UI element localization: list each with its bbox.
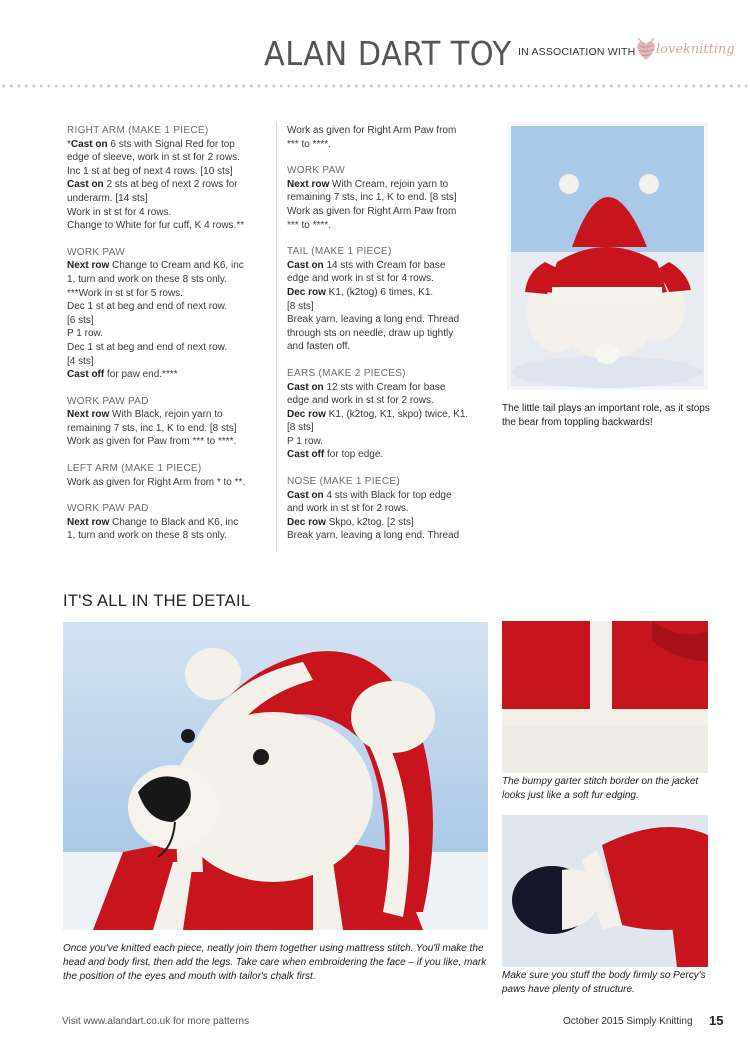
instruction-keyword: Cast on (287, 381, 324, 393)
association-label: IN ASSOCIATION WITH (518, 46, 636, 58)
instruction-line (67, 355, 267, 369)
instruction-keyword: Cast off (287, 449, 325, 461)
instruction-keyword: Next row (67, 260, 110, 272)
pattern-section (287, 124, 483, 151)
instruction-line (287, 394, 483, 408)
section-heading: RIGHT ARM (MAKE 1 PIECE) (67, 125, 209, 136)
pattern-section (287, 164, 483, 232)
instruction-keyword: Dec row (287, 408, 326, 420)
instruction-text: and work in st st for 2 rows. (287, 503, 409, 515)
instruction-text: Work in st st for 4 rows. (67, 206, 172, 218)
instruction-line (67, 516, 267, 530)
instruction-text: Break yarn, leaving a long end. Thread (287, 530, 460, 542)
instruction-text: Inc 1 st at beg of next 4 rows. [10 sts] (67, 165, 233, 177)
instruction-text: P 1 row. (287, 435, 323, 447)
pattern-section (67, 462, 267, 489)
column-divider (276, 122, 277, 552)
instruction-line (287, 435, 483, 449)
instruction-line (67, 165, 267, 179)
instruction-text: 2 sts at beg of next 2 rows for (103, 179, 238, 191)
instruction-text: [8 sts] (287, 422, 314, 434)
instruction-text: *** to ****. (287, 138, 331, 150)
instruction-keyword: Dec row (287, 516, 326, 528)
instruction-text: K1, (k2tog, K1, skpo) twice, K1. (325, 408, 469, 420)
instruction-line (67, 327, 267, 341)
instruction-line (67, 368, 267, 382)
instruction-text: * (67, 138, 71, 150)
instruction-line (67, 476, 267, 490)
bear-face-photo (63, 622, 488, 930)
pattern-section (67, 395, 267, 449)
instruction-text: ***Work in st st for 5 rows. (67, 287, 183, 299)
instruction-text: for top edge. (324, 449, 384, 461)
instruction-text: Change to Cream and K6, inc (109, 260, 244, 272)
pattern-section (67, 502, 267, 543)
instruction-line (287, 529, 483, 543)
instruction-line (287, 448, 483, 462)
instruction-keyword: Dec row (287, 286, 326, 298)
pattern-section (287, 475, 483, 543)
page-title: ALAN DART TOY (264, 34, 512, 73)
instruction-line (287, 502, 483, 516)
instruction-line (67, 314, 267, 328)
instruction-line (67, 178, 267, 192)
instruction-keyword: Next row (287, 178, 330, 190)
yarn-ball-icon (634, 36, 658, 62)
instruction-text: P 1 row. (67, 328, 103, 340)
instruction-line (67, 287, 267, 301)
pattern-section (287, 367, 483, 462)
instruction-text: [6 sts] (67, 314, 94, 326)
instruction-text: *** to ****. (287, 219, 331, 231)
instruction-line (67, 408, 267, 422)
pattern-section (67, 124, 267, 233)
instruction-text: Change to Black and K6, inc (109, 516, 239, 528)
pattern-section (287, 245, 483, 354)
instruction-line (287, 124, 483, 138)
instruction-text: Work as given for Paw from *** to ****. (67, 436, 237, 448)
instruction-line (287, 516, 483, 530)
instruction-line (67, 151, 267, 165)
instruction-line (287, 381, 483, 395)
brand-name: loveknitting (656, 42, 735, 57)
instruction-text: [4 sts] (67, 355, 94, 367)
instruction-keyword: Cast on (287, 489, 324, 501)
instruction-keyword: Next row (67, 516, 110, 528)
instruction-line (287, 313, 483, 327)
dotted-divider (0, 84, 750, 88)
instruction-line (67, 138, 267, 152)
instruction-text: With Black, rejoin yarn to (109, 409, 223, 421)
jacket-detail-photo (502, 621, 708, 773)
instruction-text: edge and work in st st for 2 rows. (287, 395, 434, 407)
instruction-text: Work as given for Right Arm Paw from (287, 125, 457, 136)
instruction-line (67, 341, 267, 355)
pattern-section (67, 246, 267, 382)
instruction-line (287, 327, 483, 341)
brand-logo (634, 36, 734, 66)
instruction-line (287, 191, 483, 205)
footer-website: Visit www.alandart.co.uk for more patterns (62, 1016, 250, 1027)
instruction-text: and fasten off. (287, 341, 351, 353)
section-heading: TAIL (MAKE 1 PIECE) (287, 246, 392, 258)
pattern-column-2 (287, 124, 483, 556)
section-heading: WORK PAW PAD (67, 395, 149, 407)
instruction-text: Skpo, k2tog. [2 sts] (325, 516, 414, 528)
instruction-keyword: Cast on (67, 179, 104, 191)
instruction-text: Work as given for Right Arm from * to **. (67, 476, 246, 488)
instruction-text: Dec 1 st at beg and end of next row. (67, 301, 228, 313)
bear-back-photo (507, 122, 708, 390)
detail-heading: IT'S ALL IN THE DETAIL (63, 592, 251, 610)
instruction-text: 1, turn and work on these 8 sts only. (67, 273, 227, 285)
instruction-line (287, 272, 483, 286)
section-heading: NOSE (MAKE 1 PIECE) (287, 476, 400, 488)
instruction-text: through sts on needle, draw up tightly (287, 327, 454, 339)
section-heading: LEFT ARM (MAKE 1 PIECE) (67, 463, 202, 475)
instruction-line (67, 192, 267, 206)
instruction-line (67, 435, 267, 449)
instruction-text: 4 sts with Black for top edge (323, 489, 452, 501)
paw-detail-photo (502, 815, 708, 967)
paw-photo-caption: Make sure you stuff the body firmly so Percy's paws have plenty of structure. (502, 970, 706, 995)
instruction-text: Break yarn, leaving a long end. Thread (287, 314, 460, 326)
instruction-line (287, 300, 483, 314)
instruction-text: K1, (k2tog) 6 times, K1. (325, 286, 434, 298)
instruction-line (287, 408, 483, 422)
instruction-line (287, 219, 483, 233)
instruction-text: Change to White for fur cuff, K 4 rows.** (67, 220, 245, 232)
instruction-text: Work as given for Right Arm Paw from (287, 205, 457, 217)
footer-issue: October 2015 Simply Knitting (563, 1016, 693, 1027)
instruction-text: 1, turn and work on these 8 sts only. (67, 530, 227, 542)
section-heading: WORK PAW (287, 165, 345, 177)
section-heading: EARS (MAKE 2 PIECES) (287, 367, 406, 379)
instruction-keyword: Cast on (287, 259, 324, 271)
section-heading: WORK PAW (67, 246, 125, 258)
instruction-line (67, 259, 267, 273)
instruction-text: edge and work in st st for 4 rows. (287, 273, 434, 285)
page-number: 15 (709, 1013, 724, 1028)
instruction-line (287, 489, 483, 503)
instruction-text: With Cream, rejoin yarn to (329, 178, 449, 190)
main-photo-caption: Once you've knitted each piece, neatly join them together using mattress stitch. You'll make the head and body first, then add the legs. Take care when embroidering the face – if you like, mark the position of the eyes and mouth with tailor's chalk first. (63, 943, 487, 982)
instruction-line (287, 178, 483, 192)
instruction-line (287, 205, 483, 219)
section-heading: WORK PAW PAD (67, 503, 149, 515)
instruction-line (287, 340, 483, 354)
instruction-line (67, 529, 267, 543)
instruction-text: remaining 7 sts, inc 1, K to end. [8 sts] (287, 192, 457, 204)
instruction-line (67, 273, 267, 287)
instruction-keyword: Cast off (67, 369, 105, 381)
instruction-line (67, 206, 267, 220)
back-photo-caption: The little tail plays an important role, as it stops the bear from toppling backwards! (502, 403, 710, 428)
instruction-text: 12 sts with Cream for base (323, 381, 446, 393)
instruction-line (287, 259, 483, 273)
instruction-keyword: Cast on (70, 138, 108, 150)
instruction-text: Dec 1 st at beg and end of next row. (67, 341, 228, 353)
instruction-line (67, 300, 267, 314)
instruction-line (287, 421, 483, 435)
instruction-line (287, 138, 483, 152)
instruction-line (67, 422, 267, 436)
pattern-column-1 (67, 124, 267, 556)
instruction-text: underarm. [14 sts] (67, 192, 148, 204)
instruction-keyword: Next row (67, 409, 110, 421)
instruction-text: for paw end.**** (104, 369, 178, 381)
instruction-line (67, 219, 267, 233)
jacket-photo-caption: The bumpy garter stitch border on the jacket looks just like a soft fur edging. (502, 776, 699, 801)
instruction-text: edge of sleeve, work in st st for 2 rows. (67, 152, 240, 164)
instruction-text: [8 sts] (287, 300, 314, 312)
instruction-text: 6 sts with Signal Red for top (107, 138, 235, 150)
instruction-text: 14 sts with Cream for base (323, 259, 446, 271)
instruction-line (287, 286, 483, 300)
instruction-text: remaining 7 sts, inc 1, K to end. [8 sts] (67, 422, 237, 434)
